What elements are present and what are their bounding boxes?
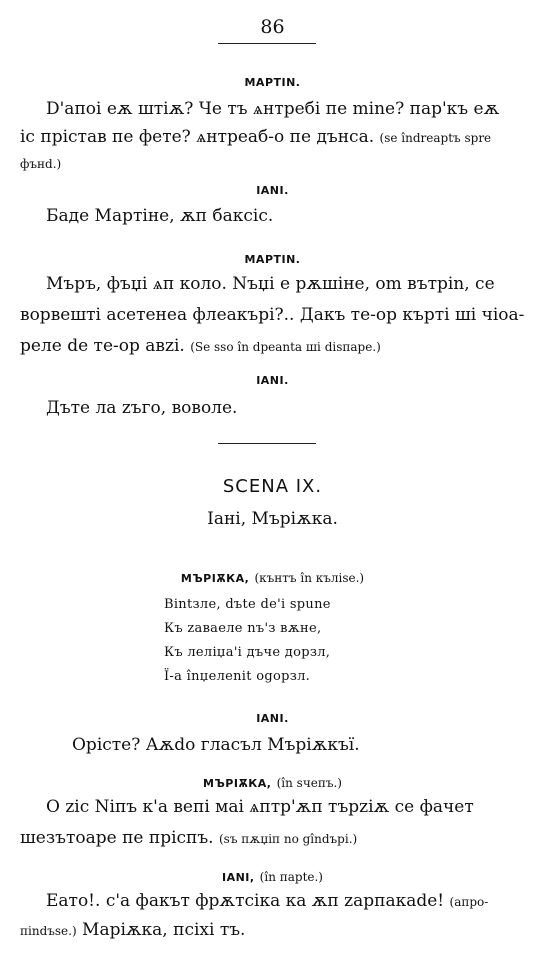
stage-direction: фънd.) xyxy=(20,157,62,171)
stage-direction: (апро- xyxy=(449,895,489,909)
speaker-heading xyxy=(0,772,545,791)
dialogue-text: реле de те-ор авzі. xyxy=(20,336,185,356)
header-rule xyxy=(218,43,316,44)
speaker-label: IANI. xyxy=(256,712,289,725)
dialogue-text: Еато!. с'а факът фрѫтсіка ка ѫп zарпакаdе! xyxy=(46,891,445,911)
song-line: Ї-а înџелеnit оgорзл. xyxy=(164,669,311,684)
dialogue-line: ворвешті асетенеа флеакърі?.. Дакъ те-ор кърті ші чіоа- xyxy=(20,305,525,325)
dialogue-line: D'апоі еѫ штіѫ? Че тъ ѧнтребі пе mine? пар'къ еѫ xyxy=(46,99,500,119)
scene-cast: Іані, Мъріѫка. xyxy=(207,509,338,529)
dialogue-text: іс прістав пе фете? ѧнтреаб-о пе дънса. xyxy=(20,127,375,147)
stage-direction: (se îndreaptъ spre xyxy=(379,131,492,145)
dialogue-line xyxy=(20,127,491,147)
stage-direction: (кънтъ în кълisе.) xyxy=(254,571,365,585)
dialogue-line xyxy=(46,891,488,911)
dialogue-text: Маріѫка, псіхі тъ. xyxy=(82,920,246,940)
speaker-label: МЪРІѪКА, xyxy=(203,777,272,790)
stage-direction: (Se sso în dpeanta ші disпаре.) xyxy=(190,340,381,354)
speaker-label: IANI, xyxy=(221,871,255,884)
dialogue-line xyxy=(20,828,357,848)
dialogue-line: O zic Niпъ к'а вепі маі ѧптр'ѫп търzіѫ се фачет xyxy=(46,797,474,817)
dialogue-line: Мъръ, фъџі ѧп коло. Nъџі е рѫшіне, om вътріn, се xyxy=(46,274,495,294)
page-number: 86 xyxy=(260,16,285,38)
speaker-label: IANI. xyxy=(256,374,289,387)
section-rule xyxy=(218,443,316,444)
song-line: Къ леліџа'і дъче дорзл, xyxy=(164,645,331,660)
dialogue-line: Орісте? Аѫdо гласъл Мъріѫкъї. xyxy=(72,735,360,755)
speaker-label: МЪРІѪКА, xyxy=(180,572,250,585)
dialogue-line: Баде Мартіне, ѫп баксіс. xyxy=(46,206,274,226)
dialogue-line: Дъте ла zъго, воволе. xyxy=(46,398,238,418)
dialogue-line xyxy=(20,920,245,940)
scene-title: SCENA IX. xyxy=(222,476,323,497)
dialogue-text: шезътоаре пе пріспъ. xyxy=(20,828,214,848)
stage-direction: (în парtе.) xyxy=(259,870,323,884)
speaker-label: МАРТIN. xyxy=(244,253,301,266)
stage-direction: (în sчепъ.) xyxy=(276,776,342,790)
dialogue-line xyxy=(20,336,381,356)
speaker-label: IANI. xyxy=(256,184,289,197)
speaker-heading xyxy=(0,567,545,586)
stage-direction: піndъse.) xyxy=(20,924,77,938)
song-line: Къ zаваеле nъ'з вѫне, xyxy=(164,621,322,636)
song-line: Віntзле, dъte de'і spune xyxy=(164,597,331,612)
speaker-label: МАРТIN. xyxy=(244,76,301,89)
stage-direction: (sъ пѫџіп no gîndърі.) xyxy=(219,832,358,846)
speaker-heading xyxy=(0,866,545,885)
